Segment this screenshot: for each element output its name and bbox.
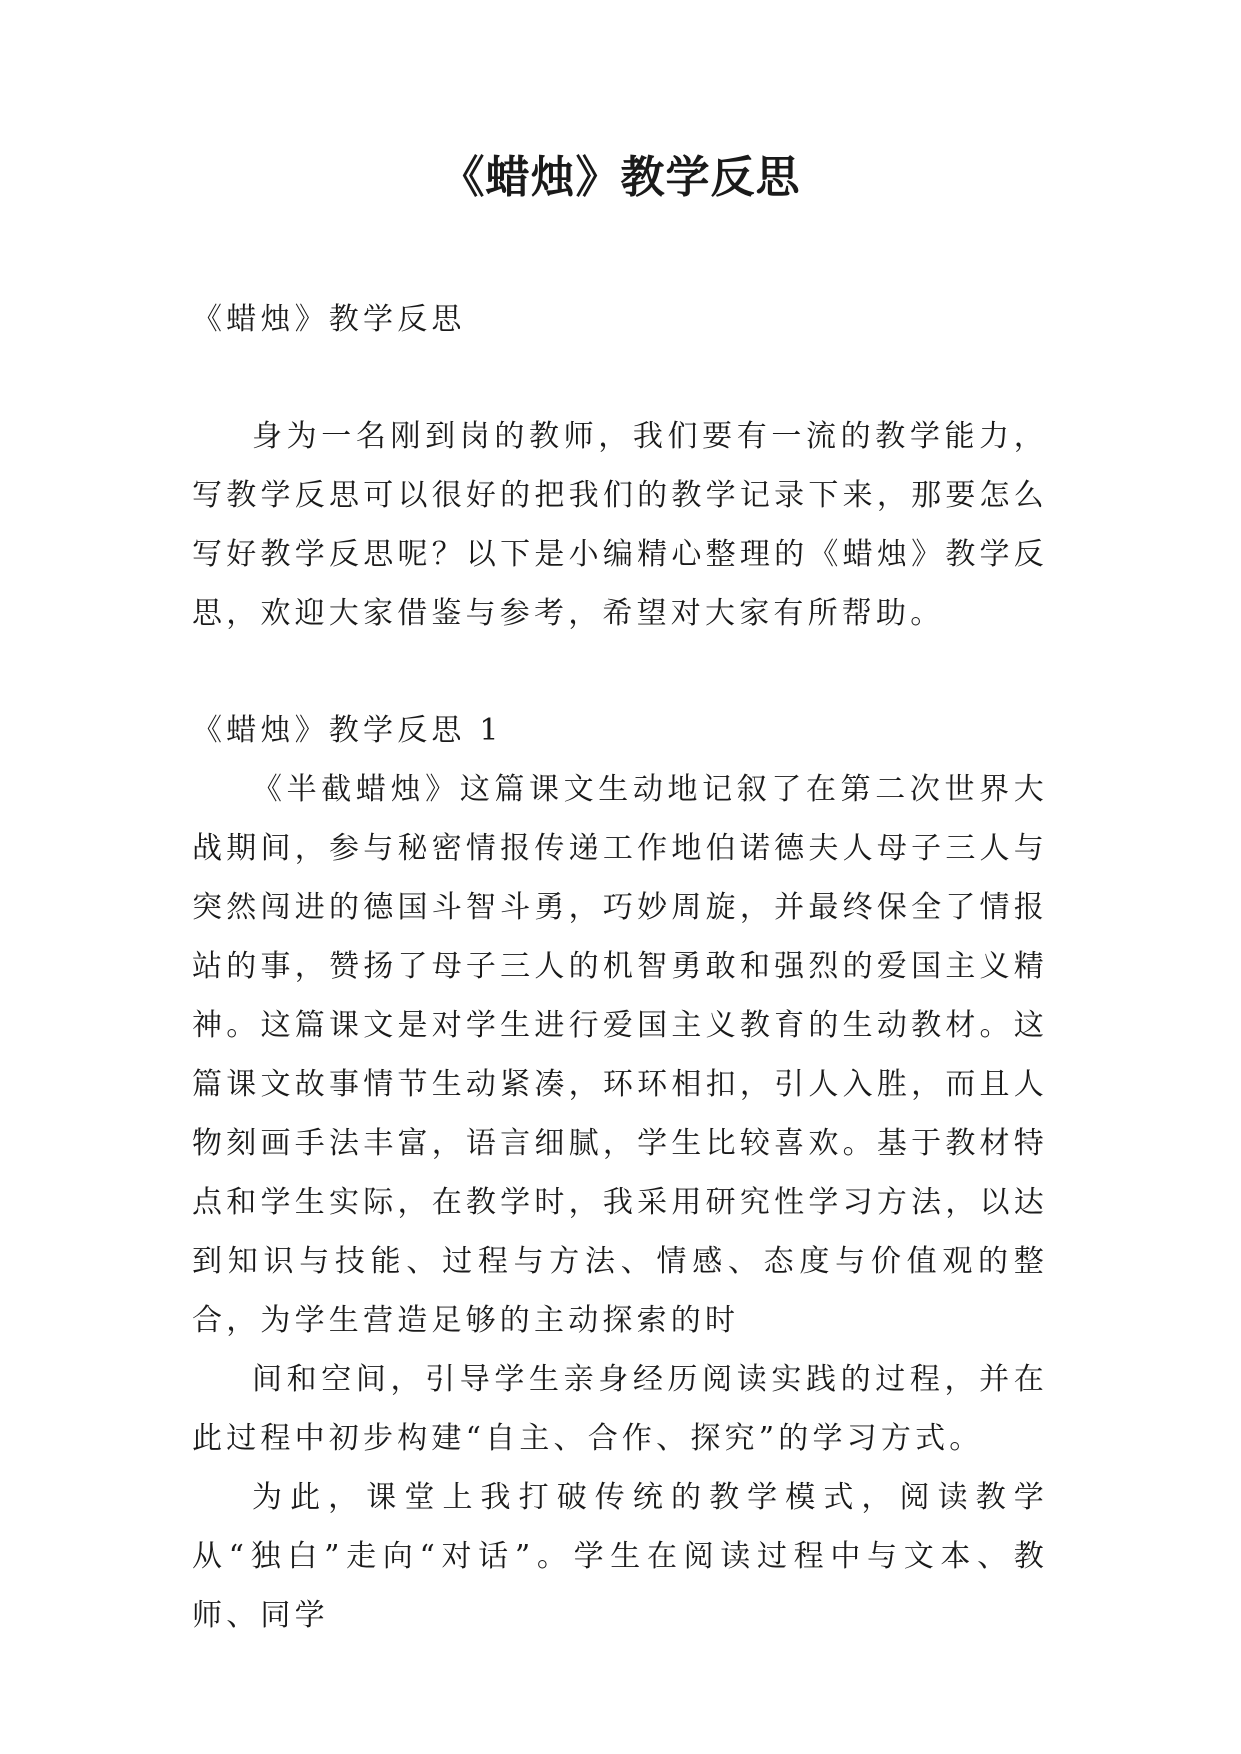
paragraph-3: 为此，课堂上我打破传统的教学模式，阅读教学从“独白”走向“对话”。学生在阅读过程中与文本、教师、同学 — [192, 1480, 1048, 1633]
document-body — [192, 290, 1048, 1645]
document-title: 《蜡烛》教学反思 — [440, 152, 801, 203]
paragraph-1: 《半截蜡烛》这篇课文生动地记叙了在第二次世界大战期间，参与秘密情报传递工作地伯诺德夫人母子三人与突然闯进的德国斗智斗勇，巧妙周旋，并最终保全了情报站的事，赞扬了母子三人的机智勇敢和强烈的爱国主义精神。这篇课文是对学生进行爱国主义教育的生动教材。这篇课文故事情节生动紧凑，环环相扣，引人入胜，而且人物刻画手法丰富，语言细腻，学生比较喜欢。基于教材特点和学生实际，在教学时，我采用研究性学习方法，以达到知识与技能、过程与方法、情感、态度与价值观的整合，为学生营造足够的主动探索的时 — [192, 772, 1048, 1338]
spacer — [192, 643, 1048, 701]
section-heading: 《蜡烛》教学反思 1 — [192, 713, 503, 748]
intro-paragraph: 身为一名刚到岗的教师，我们要有一流的教学能力，写教学反思可以很好的把我们的教学记录下来，那要怎么写好教学反思呢？以下是小编精心整理的《蜡烛》教学反思，欢迎大家借鉴与参考，希望对大家有所帮助。 — [192, 419, 1048, 631]
spacer — [192, 349, 1048, 407]
subheading: 《蜡烛》教学反思 — [192, 302, 466, 337]
paragraph-2: 间和空间，引导学生亲身经历阅读实践的过程，并在此过程中初步构建“自主、合作、探究”的学习方式。 — [192, 1362, 1048, 1456]
